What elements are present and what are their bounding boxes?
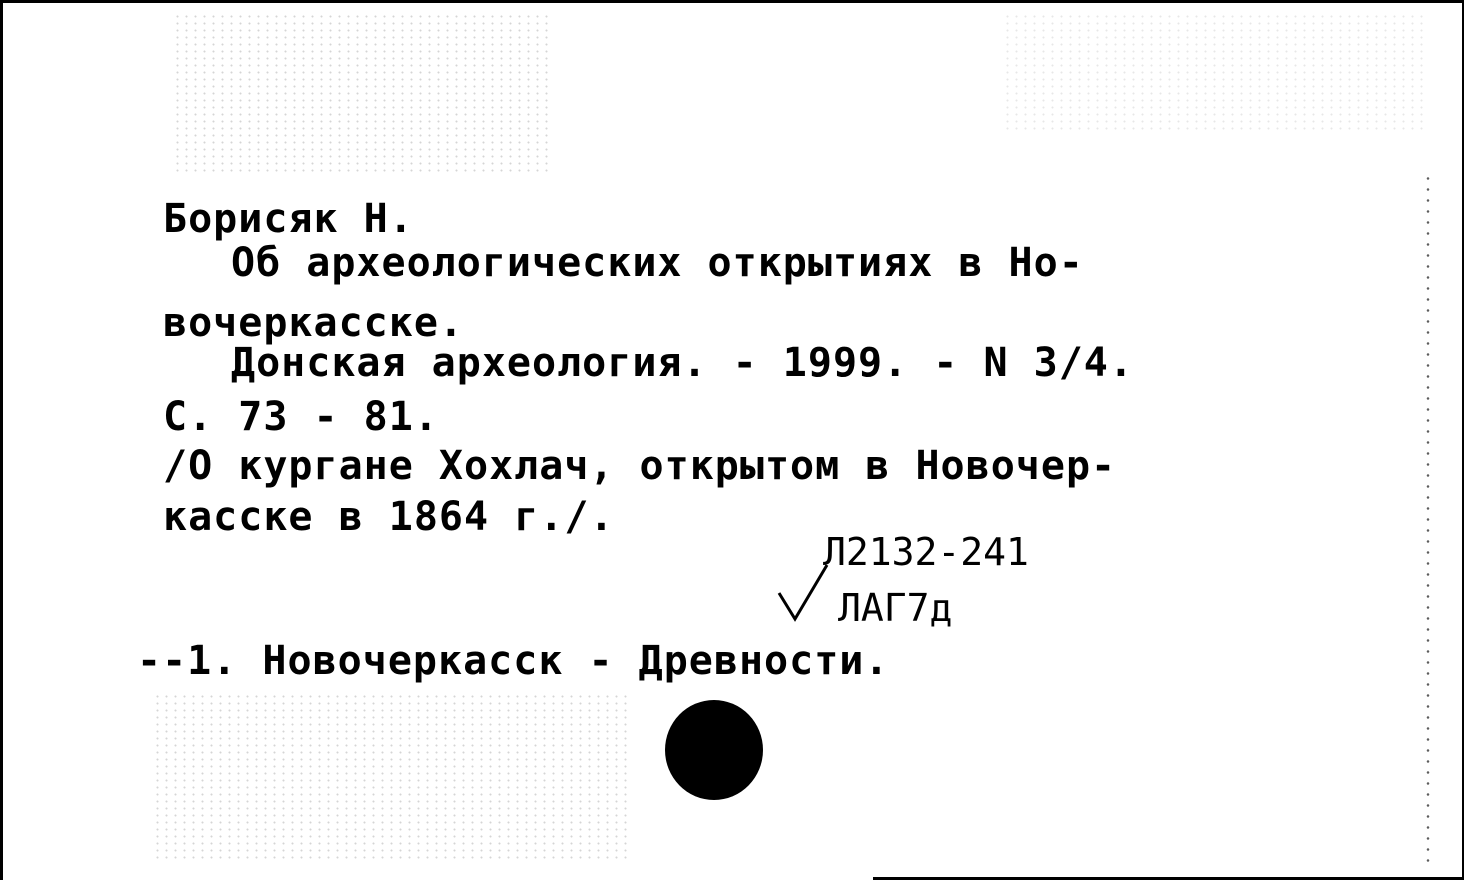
subject-heading: --1. Новочеркасск - Древности.: [137, 638, 890, 684]
check-mark-icon: [773, 563, 833, 623]
scan-noise-bottom: [153, 693, 633, 863]
source-line-2: С. 73 - 81.: [163, 394, 439, 440]
title-line-1: Об археологических открытиях в Но-: [231, 240, 1084, 286]
shelf-code-1: Л2132-241: [823, 530, 1029, 574]
source-line-1: Донская археология. - 1999. - N 3/4.: [231, 340, 1134, 386]
author-name: Борисяк Н.: [163, 196, 414, 242]
scan-noise-right: [1003, 13, 1423, 133]
title-line-2: вочеркасске.: [163, 300, 464, 346]
note-line-1: /О кургане Хохлач, открытом в Новочер-: [163, 443, 1117, 489]
shelf-code-2: ЛАГ7д: [838, 586, 953, 630]
scan-edge-dots: [1425, 173, 1431, 863]
note-line-2: касске в 1864 г./.: [163, 494, 615, 540]
scan-noise-top: [173, 13, 553, 173]
punch-hole-icon: [665, 700, 763, 800]
